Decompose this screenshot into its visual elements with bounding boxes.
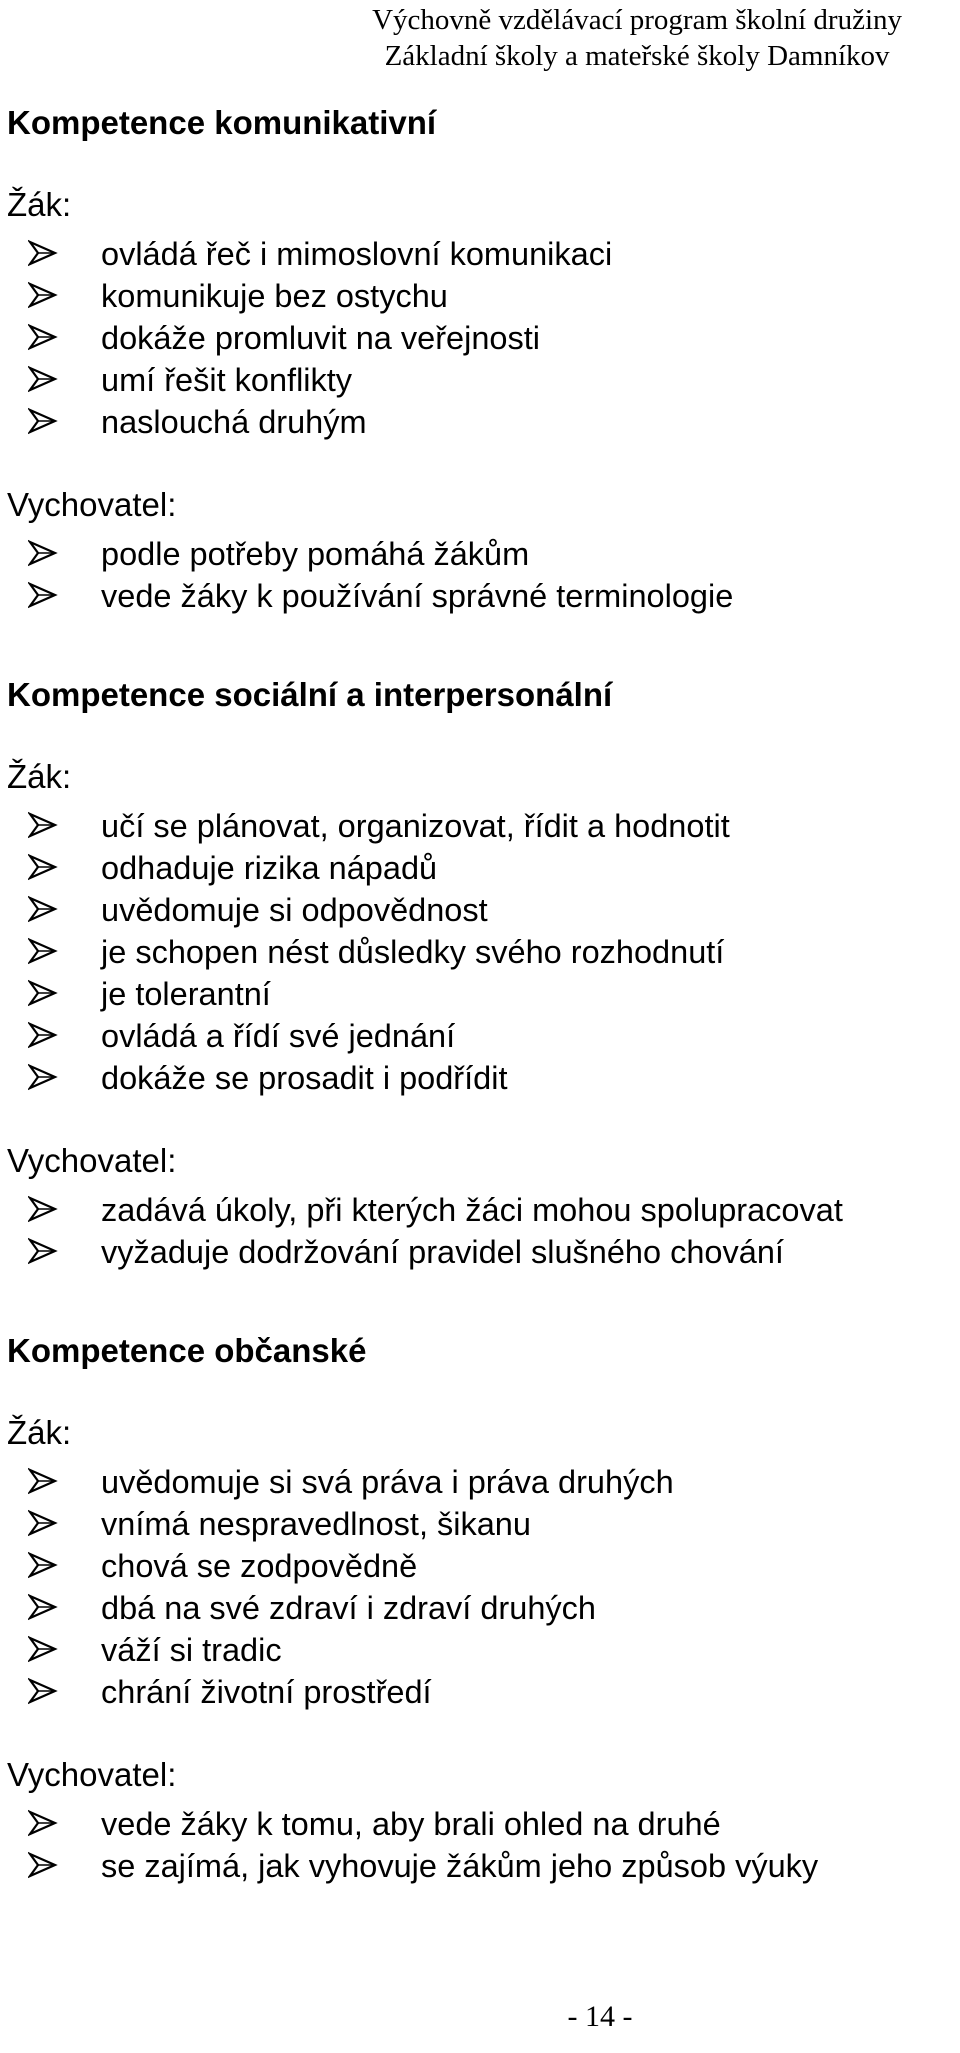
- list-item-text: vede žáky k tomu, aby brali ohled na druhé: [101, 1806, 721, 1842]
- arrowhead-bullet-icon: [28, 1062, 58, 1092]
- arrowhead-bullet-icon: [28, 238, 58, 268]
- list-item-text: dbá na své zdraví i zdraví druhých: [101, 1590, 596, 1626]
- list-item-text: váží si tradic: [101, 1632, 282, 1668]
- list-item-text: je schopen nést důsledky svého rozhodnutí: [101, 934, 725, 970]
- list-item: [7, 1845, 947, 1887]
- competence-section: [7, 1331, 947, 1887]
- list-item-text: chová se zodpovědně: [101, 1548, 418, 1584]
- document-header: [372, 2, 902, 74]
- arrowhead-bullet-icon: [28, 580, 58, 610]
- list-item-text: komunikuje bez ostychu: [101, 278, 448, 314]
- list-item-text: se zajímá, jak vyhovuje žákům jeho způsob výuky: [101, 1848, 819, 1884]
- list-item: [7, 1629, 947, 1671]
- list-item-text: vede žáky k používání správné terminologie: [101, 578, 734, 614]
- student-list: [7, 805, 947, 1099]
- list-item: [7, 1461, 947, 1503]
- student-list: [7, 233, 947, 443]
- arrowhead-bullet-icon: [28, 1236, 58, 1266]
- list-item: [7, 1803, 947, 1845]
- list-item-text: ovládá a řídí své jednání: [101, 1018, 456, 1054]
- list-item: [7, 1671, 947, 1713]
- list-item-text: vnímá nespravedlnost, šikanu: [101, 1506, 531, 1542]
- arrowhead-bullet-icon: [28, 978, 58, 1008]
- list-item: [7, 889, 947, 931]
- arrowhead-bullet-icon: [28, 1466, 58, 1496]
- list-item-text: vyžaduje dodržování pravidel slušného chování: [101, 1234, 784, 1270]
- teacher-list: [7, 533, 947, 617]
- section-title: Kompetence sociální a interpersonální: [7, 676, 613, 713]
- arrowhead-bullet-icon: [28, 894, 58, 924]
- list-item: [7, 1545, 947, 1587]
- list-item-text: je tolerantní: [101, 976, 271, 1012]
- arrowhead-bullet-icon: [28, 810, 58, 840]
- list-item: [7, 1231, 947, 1273]
- list-item-text: uvědomuje si svá práva i práva druhých: [101, 1464, 674, 1500]
- list-item: [7, 847, 947, 889]
- list-item-text: uvědomuje si odpovědnost: [101, 892, 488, 928]
- arrowhead-bullet-icon: [28, 1808, 58, 1838]
- list-item-text: učí se plánovat, organizovat, řídit a hodnotit: [101, 808, 730, 844]
- arrowhead-bullet-icon: [28, 852, 58, 882]
- list-item-text: ovládá řeč i mimoslovní komunikaci: [101, 236, 613, 272]
- arrowhead-bullet-icon: [28, 1850, 58, 1880]
- list-item-text: podle potřeby pomáhá žákům: [101, 536, 530, 572]
- teacher-list: [7, 1803, 947, 1887]
- arrowhead-bullet-icon: [28, 1550, 58, 1580]
- list-item-text: naslouchá druhým: [101, 404, 367, 440]
- arrowhead-bullet-icon: [28, 1592, 58, 1622]
- list-item-text: zadává úkoly, při kterých žáci mohou spolupracovat: [101, 1192, 843, 1228]
- student-label: Žák:: [7, 1414, 72, 1451]
- list-item: [7, 1189, 947, 1231]
- list-item-text: umí řešit konflikty: [101, 362, 353, 398]
- list-item: [7, 533, 947, 575]
- list-item: [7, 1587, 947, 1629]
- arrowhead-bullet-icon: [28, 1194, 58, 1224]
- student-label: Žák:: [7, 758, 72, 795]
- list-item: [7, 359, 947, 401]
- arrowhead-bullet-icon: [28, 280, 58, 310]
- competence-section: [7, 675, 947, 1273]
- list-item-text: chrání životní prostředí: [101, 1674, 432, 1710]
- arrowhead-bullet-icon: [28, 538, 58, 568]
- list-item: [7, 401, 947, 443]
- teacher-label: Vychovatel:: [7, 486, 177, 523]
- list-item: [7, 233, 947, 275]
- teacher-label: Vychovatel:: [7, 1142, 177, 1179]
- header-line-2: Základní školy a mateřské školy Damníkov: [384, 40, 890, 72]
- list-item: [7, 805, 947, 847]
- arrowhead-bullet-icon: [28, 1020, 58, 1050]
- list-item: [7, 1503, 947, 1545]
- section-title: Kompetence občanské: [7, 1332, 367, 1369]
- arrowhead-bullet-icon: [28, 364, 58, 394]
- document-body: [7, 103, 947, 1887]
- list-item: [7, 931, 947, 973]
- list-item: [7, 317, 947, 359]
- competence-section: [7, 103, 947, 617]
- teacher-list: [7, 1189, 947, 1273]
- arrowhead-bullet-icon: [28, 1634, 58, 1664]
- student-list: [7, 1461, 947, 1713]
- list-item: [7, 1015, 947, 1057]
- list-item: [7, 973, 947, 1015]
- teacher-label: Vychovatel:: [7, 1756, 177, 1793]
- list-item: [7, 275, 947, 317]
- arrowhead-bullet-icon: [28, 406, 58, 436]
- page-number: - 14 -: [567, 2000, 633, 2033]
- list-item-text: odhaduje rizika nápadů: [101, 850, 438, 886]
- arrowhead-bullet-icon: [28, 1508, 58, 1538]
- list-item-text: dokáže se prosadit i podřídit: [101, 1060, 508, 1096]
- arrowhead-bullet-icon: [28, 322, 58, 352]
- arrowhead-bullet-icon: [28, 936, 58, 966]
- student-label: Žák:: [7, 186, 72, 223]
- list-item-text: dokáže promluvit na veřejnosti: [101, 320, 540, 356]
- list-item: [7, 1057, 947, 1099]
- section-title: Kompetence komunikativní: [7, 104, 437, 141]
- header-line-1: Výchovně vzdělávací program školní družiny: [372, 4, 902, 36]
- arrowhead-bullet-icon: [28, 1676, 58, 1706]
- list-item: [7, 575, 947, 617]
